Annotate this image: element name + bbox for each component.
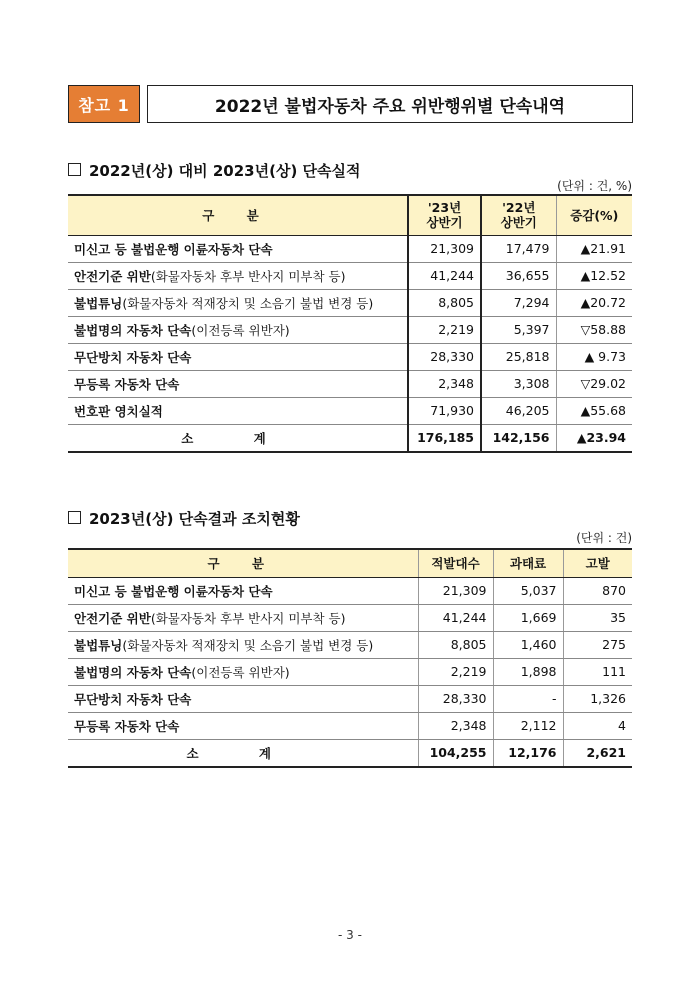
- row-label: 무단방치 자동차 단속: [68, 343, 408, 370]
- checkbox-square-icon: [68, 511, 81, 524]
- total-fine: 12,176: [493, 739, 563, 767]
- page-title: 2022년 불법자동차 주요 위반행위별 단속내역: [147, 85, 633, 123]
- table-row: [68, 604, 632, 631]
- value-2023h1: 28,330: [408, 343, 481, 370]
- table-row: [68, 631, 632, 658]
- value-2022h1: 36,655: [481, 262, 556, 289]
- value-2023h1: 71,930: [408, 397, 481, 424]
- value-fine: 1,460: [493, 631, 563, 658]
- row-label: 무등록 자동차 단속: [68, 370, 408, 397]
- row-label: 번호판 영치실적: [68, 397, 408, 424]
- value-2023h1: 8,805: [408, 289, 481, 316]
- table-total-row: [68, 424, 632, 452]
- value-fine: 2,112: [493, 712, 563, 739]
- table1-header-2022h1: '22년 상반기: [481, 195, 556, 235]
- value-2023h1: 2,348: [408, 370, 481, 397]
- total-label: 소 계: [68, 424, 408, 452]
- table2-header-charge: 고발: [563, 549, 632, 577]
- table-row: [68, 235, 632, 262]
- value-change: ▲21.91: [556, 235, 632, 262]
- table-row: [68, 577, 632, 604]
- value-fine: -: [493, 685, 563, 712]
- row-label: 무등록 자동차 단속: [68, 712, 418, 739]
- table1-header-category: 구 분: [68, 195, 408, 235]
- value-fine: 5,037: [493, 577, 563, 604]
- table-row: [68, 370, 632, 397]
- value-2022h1: 17,479: [481, 235, 556, 262]
- row-note: (화물자동차 후부 반사지 미부착 등): [150, 268, 346, 284]
- row-label: 안전기준 위반(화물자동차 후부 반사지 미부착 등): [68, 604, 418, 631]
- row-label: 불법명의 자동차 단속(이전등록 위반자): [68, 658, 418, 685]
- total-charge: 2,621: [563, 739, 632, 767]
- total-change: ▲23.94: [556, 424, 632, 452]
- row-label: 미신고 등 불법운행 이륜자동차 단속: [68, 577, 418, 604]
- enforcement-comparison-table: [68, 194, 632, 453]
- table2-header-fine: 과태료: [493, 549, 563, 577]
- reference-tag: 참고 1: [68, 85, 140, 123]
- value-charge: 4: [563, 712, 632, 739]
- value-detected: 41,244: [418, 604, 493, 631]
- value-2022h1: 3,308: [481, 370, 556, 397]
- row-note: (이전등록 위반자): [191, 664, 290, 680]
- value-charge: 275: [563, 631, 632, 658]
- row-label: 불법튜닝(화물자동차 적재장치 및 소음기 불법 변경 등): [68, 289, 408, 316]
- value-detected: 8,805: [418, 631, 493, 658]
- value-detected: 2,348: [418, 712, 493, 739]
- table-row: [68, 397, 632, 424]
- value-2023h1: 2,219: [408, 316, 481, 343]
- total-detected: 104,255: [418, 739, 493, 767]
- table1-header-2023h1: '23년 상반기: [408, 195, 481, 235]
- value-fine: 1,898: [493, 658, 563, 685]
- row-note: (화물자동차 후부 반사지 미부착 등): [150, 610, 346, 626]
- value-2022h1: 5,397: [481, 316, 556, 343]
- value-charge: 870: [563, 577, 632, 604]
- table2-header-detected: 적발대수: [418, 549, 493, 577]
- table-total-row: [68, 739, 632, 767]
- row-label: 불법튜닝(화물자동차 적재장치 및 소음기 불법 변경 등): [68, 631, 418, 658]
- row-label: 불법명의 자동차 단속(이전등록 위반자): [68, 316, 408, 343]
- row-label: 안전기준 위반(화물자동차 후부 반사지 미부착 등): [68, 262, 408, 289]
- value-change: ▽58.88: [556, 316, 632, 343]
- table-row: [68, 658, 632, 685]
- page-header: [68, 85, 633, 123]
- table2-header-category: 구 분: [68, 549, 418, 577]
- enforcement-action-table: [68, 548, 632, 768]
- table-row: [68, 685, 632, 712]
- table-row: [68, 343, 632, 370]
- total-2023h1: 176,185: [408, 424, 481, 452]
- value-detected: 2,219: [418, 658, 493, 685]
- section1-unit: (단위 : 건, %): [557, 179, 632, 193]
- value-detected: 21,309: [418, 577, 493, 604]
- value-change: ▲55.68: [556, 397, 632, 424]
- row-label: 무단방치 자동차 단속: [68, 685, 418, 712]
- value-2022h1: 46,205: [481, 397, 556, 424]
- value-charge: 111: [563, 658, 632, 685]
- value-2022h1: 7,294: [481, 289, 556, 316]
- value-change: ▲ 9.73: [556, 343, 632, 370]
- section1-heading: [68, 160, 361, 181]
- checkbox-square-icon: [68, 163, 81, 176]
- value-charge: 35: [563, 604, 632, 631]
- value-change: ▲20.72: [556, 289, 632, 316]
- section2-heading: [68, 508, 300, 529]
- value-charge: 1,326: [563, 685, 632, 712]
- table-row: [68, 712, 632, 739]
- value-2022h1: 25,818: [481, 343, 556, 370]
- value-2023h1: 21,309: [408, 235, 481, 262]
- section1-title: 2022년(상) 대비 2023년(상) 단속실적: [89, 162, 361, 180]
- row-note: (화물자동차 적재장치 및 소음기 불법 변경 등): [122, 295, 374, 311]
- row-note: (이전등록 위반자): [191, 322, 290, 338]
- table-row: [68, 262, 632, 289]
- row-label: 미신고 등 불법운행 이륜자동차 단속: [68, 235, 408, 262]
- total-2022h1: 142,156: [481, 424, 556, 452]
- table-row: [68, 316, 632, 343]
- table-row: [68, 289, 632, 316]
- value-fine: 1,669: [493, 604, 563, 631]
- section2-title: 2023년(상) 단속결과 조치현황: [89, 510, 300, 528]
- row-note: (화물자동차 적재장치 및 소음기 불법 변경 등): [122, 637, 374, 653]
- total-label: 소 계: [68, 739, 418, 767]
- value-change: ▽29.02: [556, 370, 632, 397]
- value-detected: 28,330: [418, 685, 493, 712]
- table1-header-change: 증감(%): [556, 195, 632, 235]
- section2-unit: (단위 : 건): [576, 531, 632, 545]
- value-2023h1: 41,244: [408, 262, 481, 289]
- value-change: ▲12.52: [556, 262, 632, 289]
- page-number: - 3 -: [338, 928, 362, 942]
